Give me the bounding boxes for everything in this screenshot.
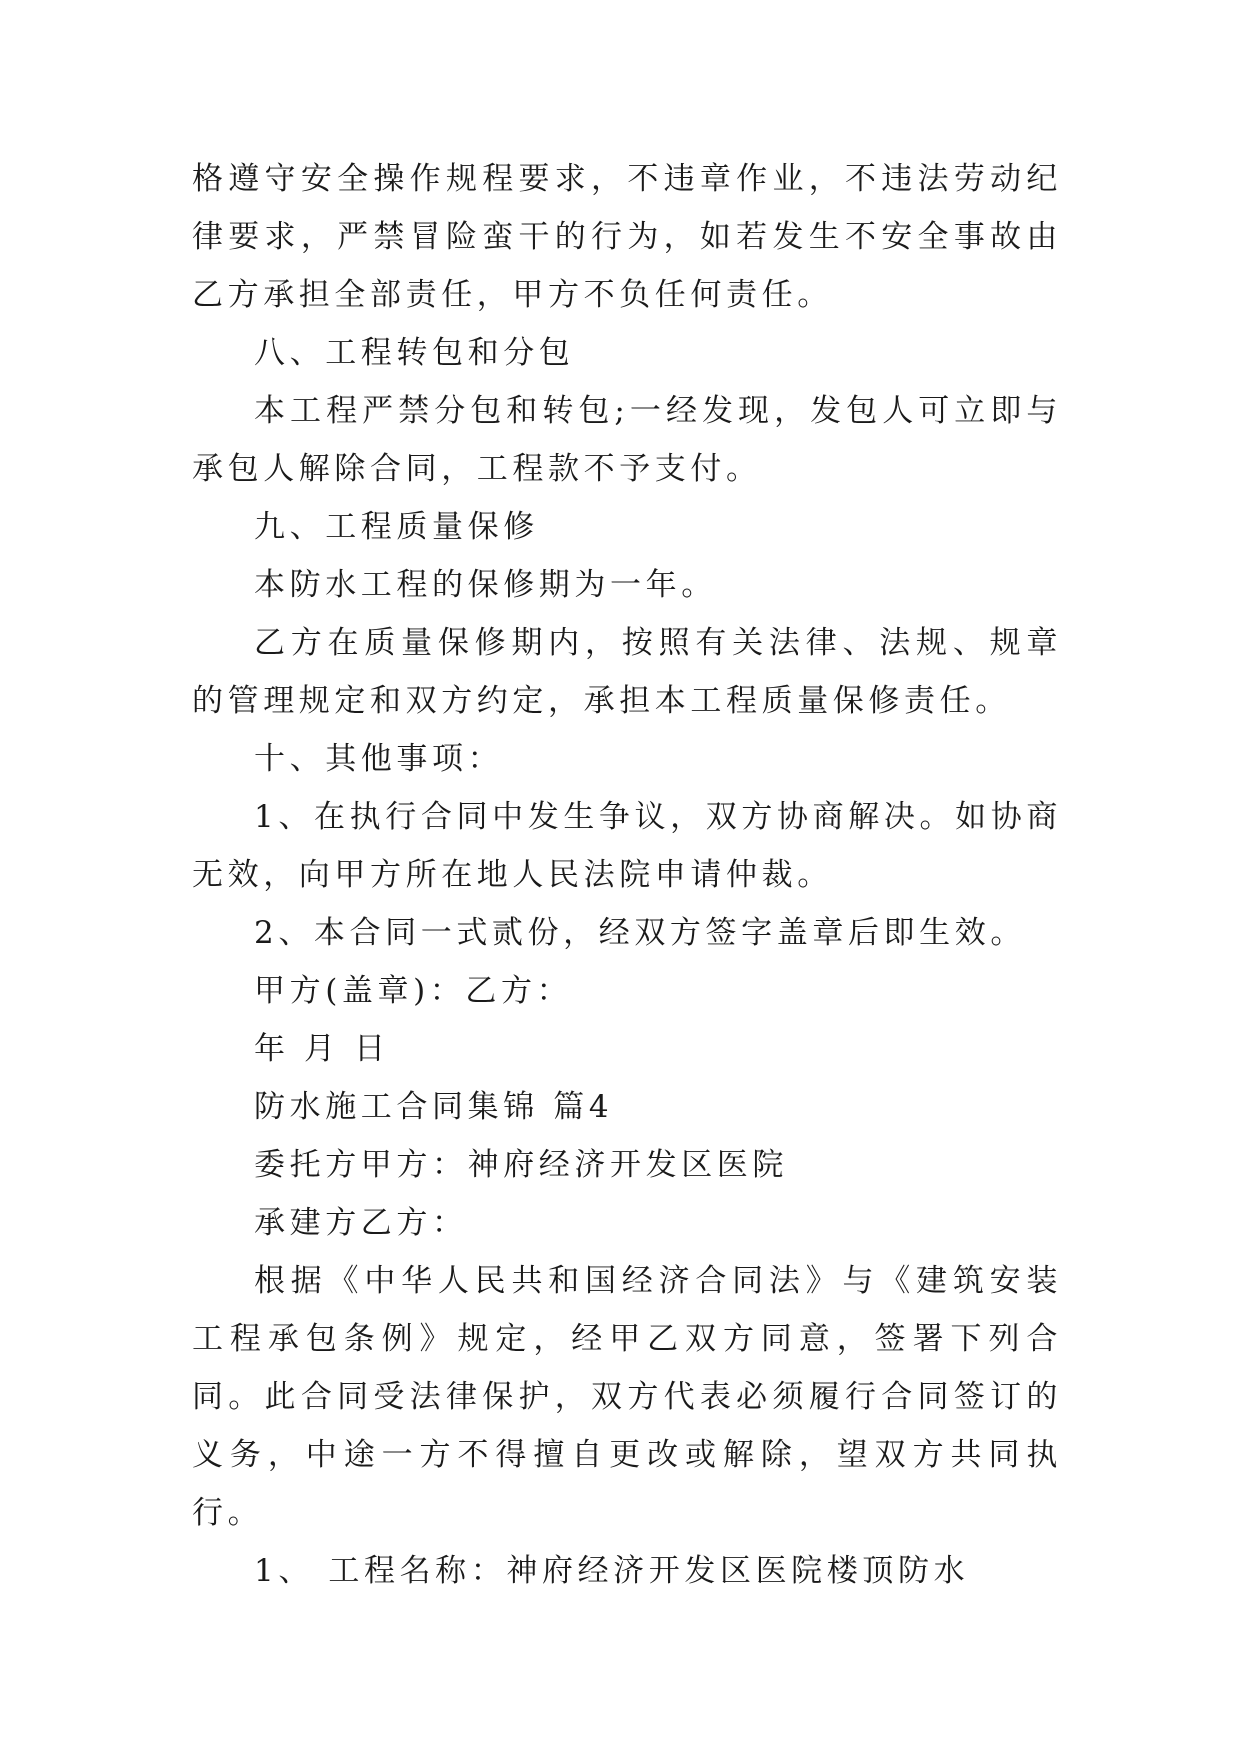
section-title: 防水施工合同集锦 篇4 — [254, 1089, 614, 1125]
paragraph-project-name: 1、 工程名称：神府经济开发区医院楼顶防水 — [254, 1553, 970, 1589]
paragraph-copies: 2、本合同一式贰份，经双方签字盖章后即生效。 — [254, 915, 1026, 951]
paragraph-safety-continued: 格遵守安全操作规程要求，不违章作业，不违法劳动纪律要求，严禁冒险蛮干的行为，如若发生不安全事故由乙方承担全部责任，甲方不负任何责任。 — [192, 161, 1062, 313]
paragraph-subcontracting: 本工程严禁分包和转包;一经发现，发包人可立即与承包人解除合同，工程款不予支付。 — [192, 393, 1062, 487]
document-page — [192, 150, 1062, 1600]
heading-other-matters: 十、其他事项： — [254, 741, 504, 777]
paragraph-dispute: 1、在执行合同中发生争议，双方协商解决。如协商无效，向甲方所在地人民法院申请仲裁。 — [192, 799, 1062, 893]
paragraph-warranty-responsibility: 乙方在质量保修期内，按照有关法律、法规、规章的管理规定和双方约定，承担本工程质量保修责任。 — [192, 625, 1062, 719]
party-a-line: 委托方甲方：神府经济开发区医院 — [254, 1147, 788, 1183]
heading-subcontracting: 八、工程转包和分包 — [254, 335, 575, 371]
date-line: 年 月 日 — [254, 1031, 390, 1067]
paragraph-warranty-period: 本防水工程的保修期为一年。 — [254, 567, 717, 603]
paragraph-legal-basis: 根据《中华人民共和国经济合同法》与《建筑安装工程承包条例》规定，经甲乙双方同意，签署下列合同。此合同受法律保护，双方代表必须履行合同签订的义务，中途一方不得擅自更改或解除，望双方共同执行。 — [192, 1263, 1062, 1531]
heading-warranty: 九、工程质量保修 — [254, 509, 539, 545]
signature-line: 甲方(盖章)：乙方： — [254, 973, 573, 1009]
party-b-line: 承建方乙方： — [254, 1205, 468, 1241]
